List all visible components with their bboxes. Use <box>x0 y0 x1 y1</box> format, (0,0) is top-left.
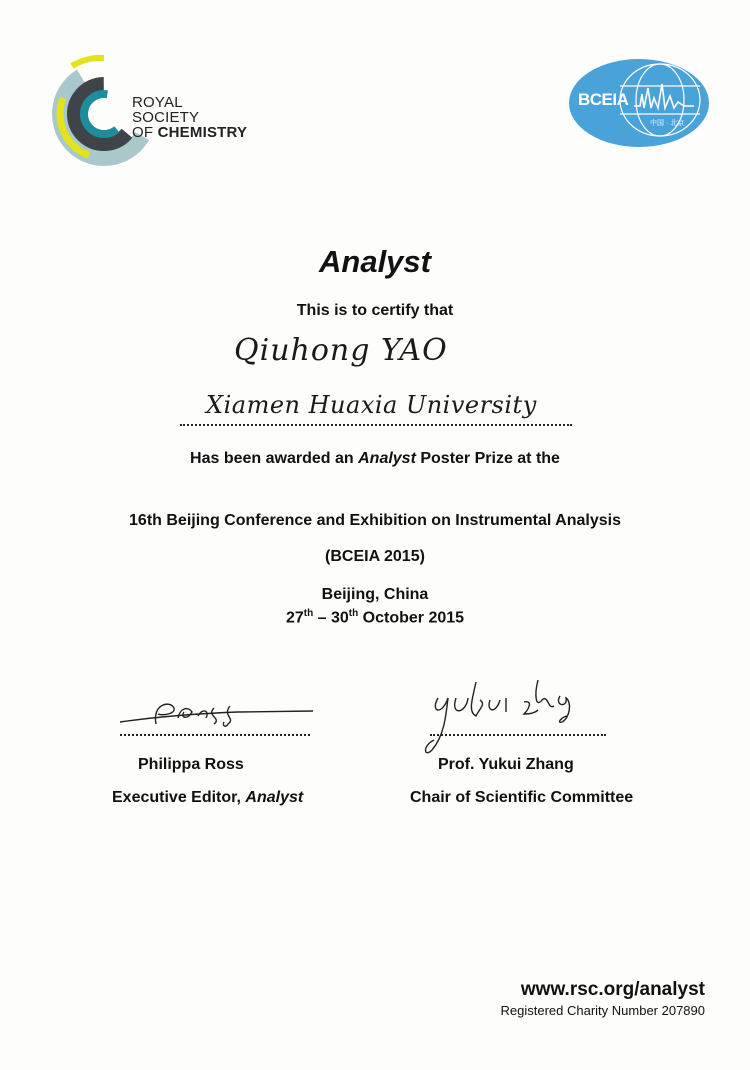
rsc-chemistry: CHEMISTRY <box>157 124 248 141</box>
conference-name: 16th Beijing Conference and Exhibition on Instrumental Analysis <box>129 512 621 529</box>
signatory-2-name: Prof. Yukui Zhang <box>438 756 574 773</box>
affiliation-dotted-line <box>180 424 572 426</box>
conference-location: Beijing, China <box>321 586 429 603</box>
signature-ross-icon <box>118 694 318 734</box>
bceia-subtitle: 中国 · 北京 <box>650 120 685 127</box>
signature-ross-dotted-line <box>120 734 310 736</box>
rsc-line1: ROYAL SOCIETY <box>132 94 200 126</box>
bceia-wordmark: BCEIA <box>578 90 629 109</box>
signature-ross <box>118 694 318 739</box>
rsc-wordmark <box>132 95 252 140</box>
award-post: Poster Prize at the <box>415 450 560 467</box>
signature-zhang <box>420 676 600 765</box>
award-pre: Has been awarded an <box>190 450 359 467</box>
recipient-name: Qiuhong YAO <box>234 333 448 368</box>
signatory-1-name: Philippa Ross <box>138 756 244 773</box>
award-journal: Analyst <box>358 450 416 467</box>
date-start: 27 <box>285 609 304 627</box>
signatory-1-role-pre: Executive Editor, <box>112 789 246 806</box>
rsc-logo <box>52 52 252 170</box>
award-line <box>0 450 750 468</box>
rsc-of: OF <box>132 124 154 141</box>
date-tail: October 2015 <box>358 609 465 627</box>
rsc-line2 <box>132 125 252 140</box>
conference-dates <box>0 608 750 627</box>
date-start-sup: th <box>303 608 314 619</box>
certificate-title: Analyst <box>319 244 431 279</box>
date-end-sup: th <box>348 608 359 619</box>
signatory-2-role: Chair of Scientific Committee <box>410 789 634 806</box>
recipient-affiliation: Xiamen Huaxia University <box>206 391 537 419</box>
bceia-logo <box>568 58 710 148</box>
conference-short: (BCEIA 2015) <box>325 548 425 565</box>
signature-zhang-icon <box>420 676 600 760</box>
date-sep: – 30 <box>313 609 349 627</box>
signatory-1-role <box>112 789 303 807</box>
footer-website: www.rsc.org/analyst <box>520 979 705 1000</box>
signatory-1-role-journal: Analyst <box>245 789 304 806</box>
signature-zhang-dotted-line <box>430 734 606 736</box>
certify-line: This is to certify that <box>296 302 454 319</box>
footer-charity: Registered Charity Number 207890 <box>500 1003 705 1018</box>
